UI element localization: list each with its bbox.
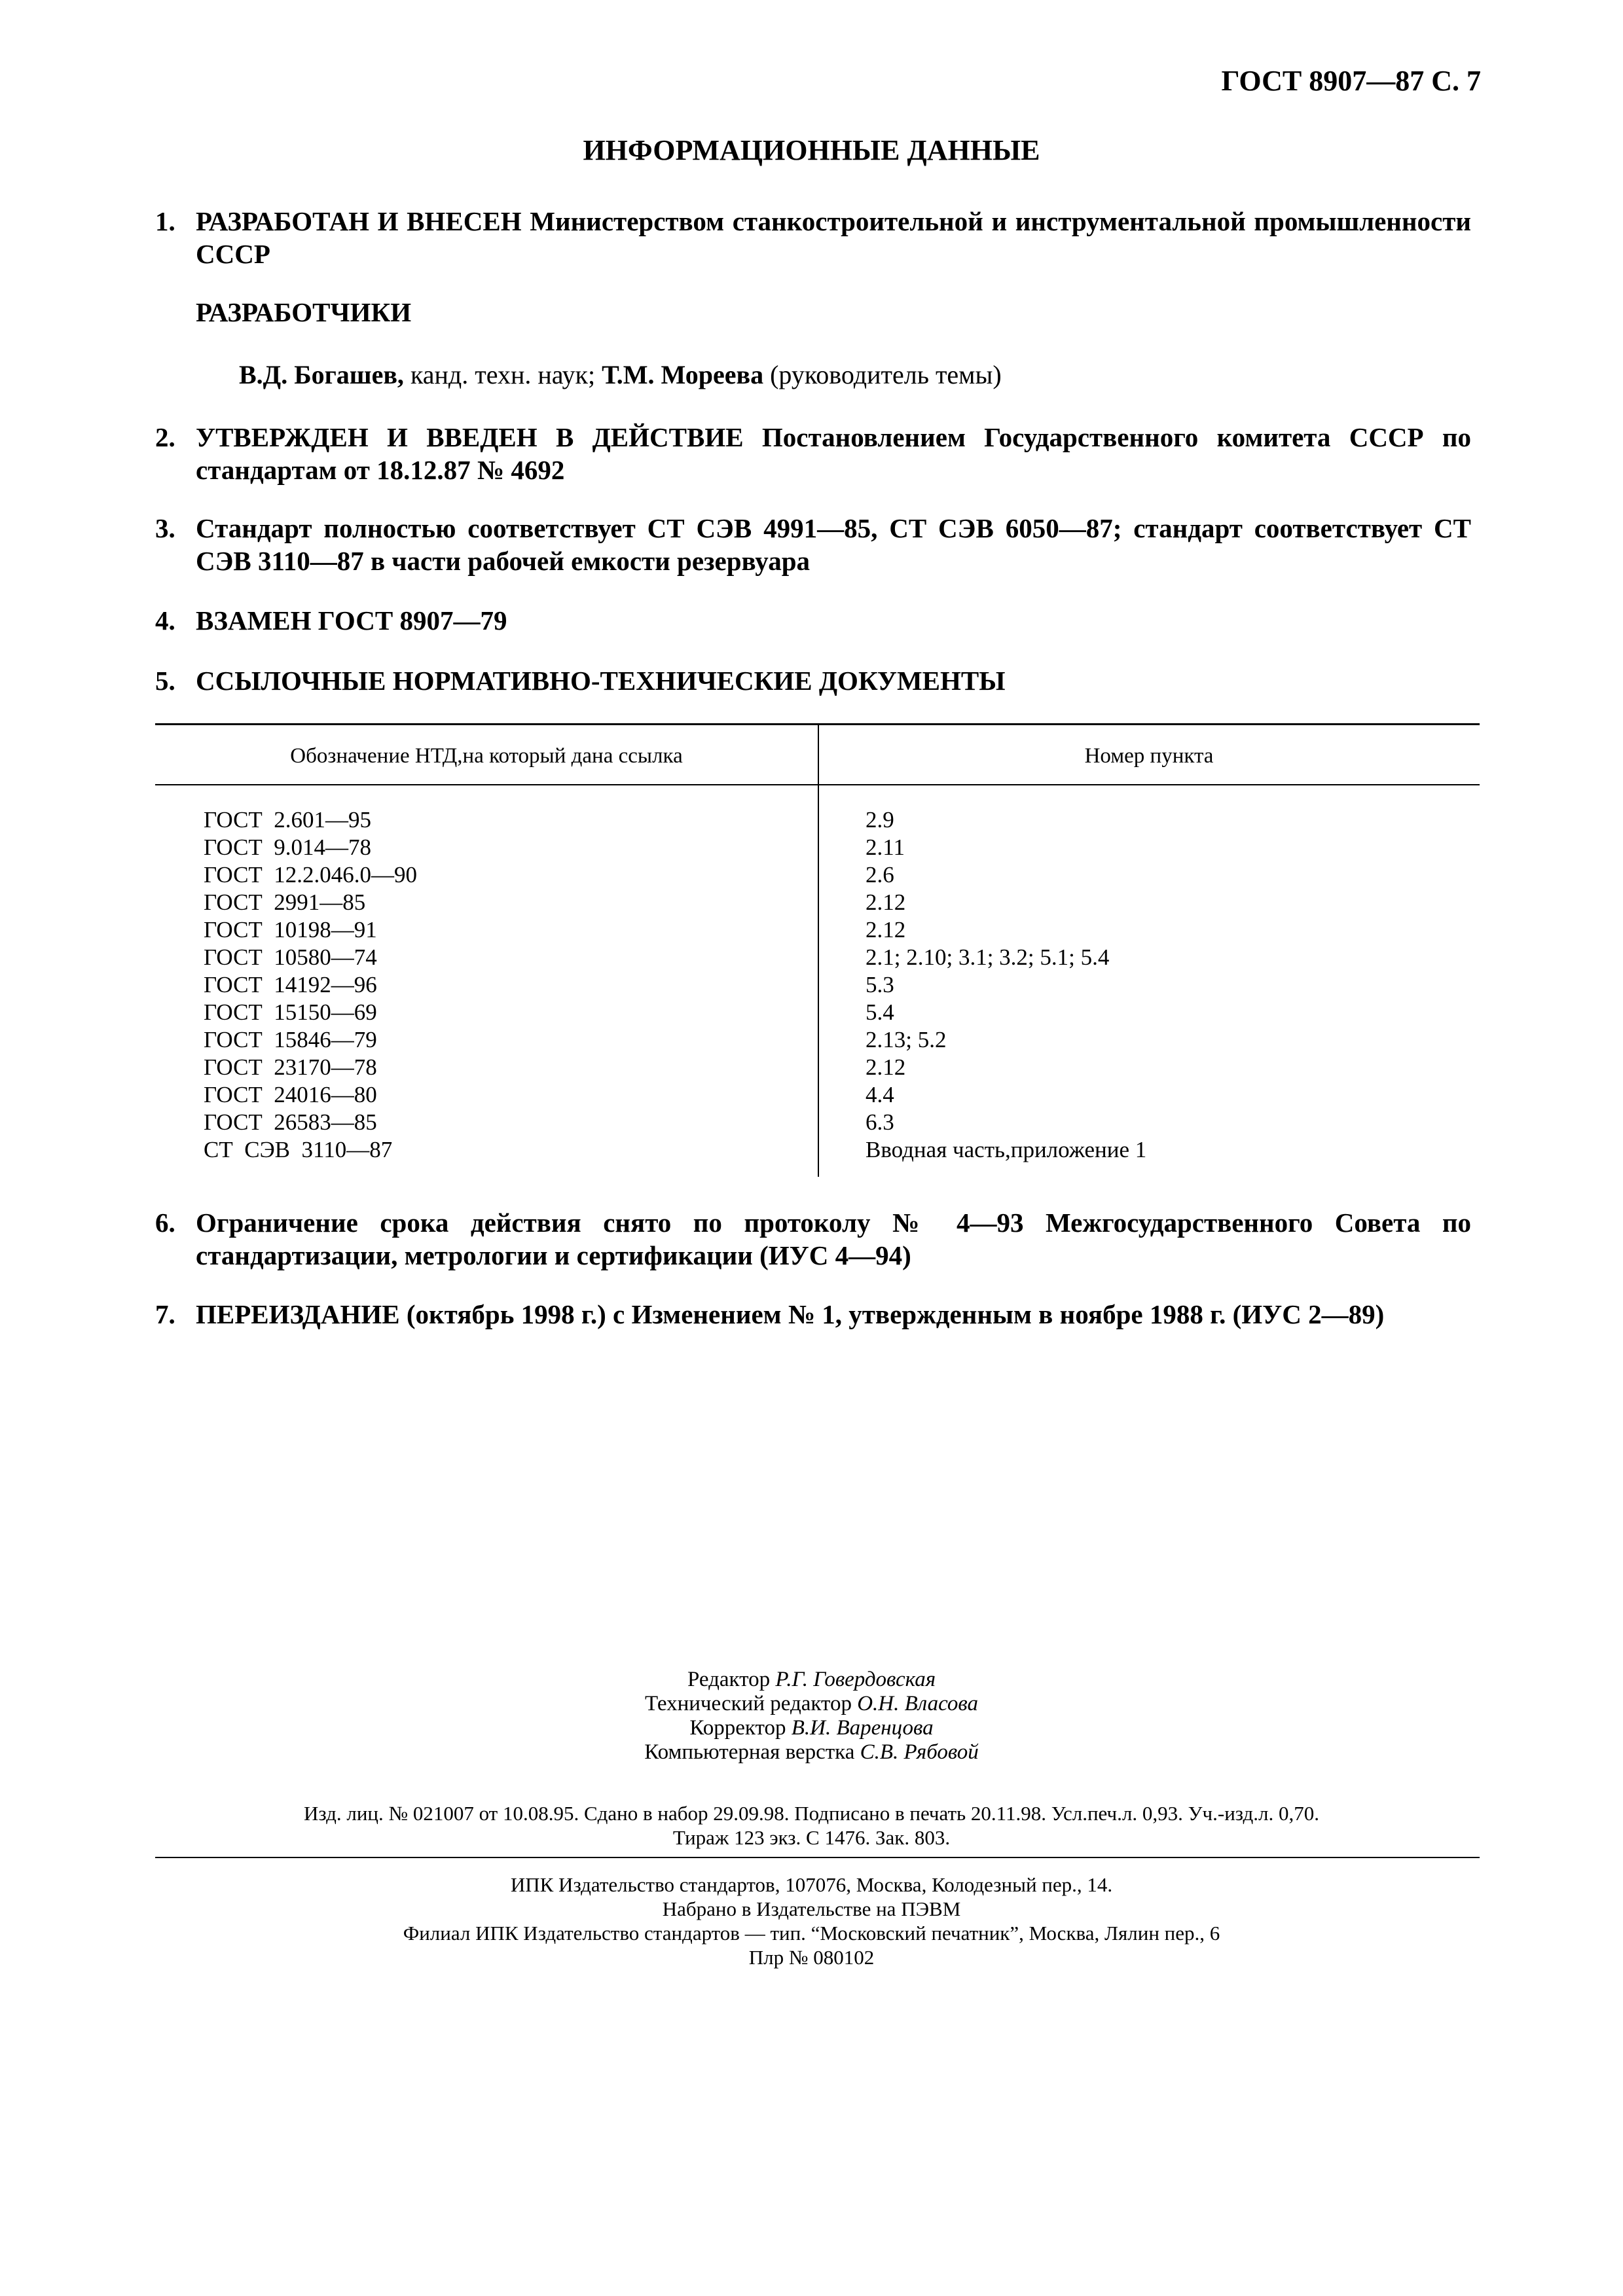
item-text: [196, 421, 1471, 486]
developers-list: [239, 359, 1002, 390]
item-7: [155, 1298, 1471, 1331]
page-title: ИНФОРМАЦИОННЫЕ ДАННЫЕ: [583, 134, 1040, 166]
item-text: ПЕРЕИЗДАНИЕ (октябрь 1998 г.) с Изменением № 1, утвержденным в ноябре 1988 г. (ИУС 2—89): [196, 1299, 1385, 1329]
imprint-line-6: Плр № 080102: [748, 1946, 875, 1969]
table-cell-designation: ГОСТ 15846—79: [204, 1027, 377, 1052]
imprint-rule: [155, 1857, 1480, 1858]
table-column-designation: [204, 806, 417, 1164]
item-lead: РАЗРАБОТАН И ВНЕСЕН: [196, 206, 522, 236]
table-cell-clause: 2.6: [866, 862, 894, 888]
item-3: [155, 512, 1471, 577]
item-text: Ограничение срока действия снято по протоколу № 4—93 Межгосударственного Совета по стандартизации, метрологии и сертификации (ИУС 4—94): [196, 1208, 1471, 1270]
table-column-divider: [818, 725, 819, 1177]
item-body: Министерством станкостроительной и инструментальной промышленности СССР: [196, 206, 1471, 269]
table-cell-clause: 6.3: [866, 1109, 894, 1135]
table-cell-designation: ГОСТ 23170—78: [204, 1054, 377, 1080]
item-lead: УТВЕРЖДЕН И ВВЕДЕН В ДЕЙСТВИЕ: [196, 422, 744, 452]
table-cell-clause: 2.1; 2.10; 3.1; 3.2; 5.1; 5.4: [866, 944, 1110, 970]
credit-editor: Редактор Р.Г. Говердовская: [687, 1668, 936, 1691]
item-4: [155, 604, 1471, 637]
table-cell-clause: 2.12: [866, 917, 906, 942]
item-5: [155, 664, 1471, 697]
table-header-clause: Номер пункта: [1084, 744, 1214, 768]
table-cell-clause: 5.4: [866, 999, 894, 1025]
credit-corrector: Корректор В.И. Варенцова: [689, 1716, 934, 1740]
developer-role: канд. техн. наук;: [410, 360, 596, 389]
imprint-line-2: Тираж 123 экз. С 1476. Зак. 803.: [672, 1826, 951, 1849]
table-cell-designation: ГОСТ 10198—91: [204, 917, 377, 942]
credit-layout: Компьютерная верстка С.В. Рябовой: [644, 1740, 979, 1764]
item-number: 6.: [155, 1208, 175, 1238]
table-cell-clause: 4.4: [866, 1082, 894, 1107]
table-cell-designation: ГОСТ 15150—69: [204, 999, 377, 1025]
developer-role: (руководитель темы): [770, 360, 1002, 389]
item-number: 4.: [155, 605, 175, 636]
table-cell-designation: ГОСТ 9.014—78: [204, 834, 372, 860]
table-cell-designation: ГОСТ 2991—85: [204, 889, 366, 915]
imprint-line-5: Филиал ИПК Издательство стандартов — тип. “Московский печатник”, Москва, Лялин пер., 6: [403, 1922, 1220, 1945]
item-text: ССЫЛОЧНЫЕ НОРМАТИВНО-ТЕХНИЧЕСКИЕ ДОКУМЕНТЫ: [196, 666, 1006, 696]
table-cell-clause: 2.12: [866, 889, 906, 915]
table-cell-designation: СТ СЭВ 3110—87: [204, 1137, 393, 1162]
table-cell-clause: 2.12: [866, 1054, 906, 1080]
item-number: 1.: [155, 206, 175, 236]
table-cell-clause: 2.11: [866, 834, 905, 860]
item-number: 2.: [155, 422, 175, 452]
table-column-clause: [866, 806, 1146, 1164]
developer-name: Т.М. Мореева: [602, 360, 764, 389]
table-cell-clause: 2.9: [866, 807, 894, 833]
developers-heading: РАЗРАБОТЧИКИ: [196, 297, 412, 327]
imprint-line-3: ИПК Издательство стандартов, 107076, Москва, Колодезный пер., 14.: [510, 1873, 1113, 1896]
item-body: Постановлением Государственного комитета СССР по стандартам от 18.12.87 № 4692: [196, 422, 1471, 485]
table-cell-designation: ГОСТ 2.601—95: [204, 807, 372, 833]
table-cell-designation: ГОСТ 14192—96: [204, 972, 377, 997]
item-number: 3.: [155, 513, 175, 543]
imprint-line-4: Набрано в Издательстве на ПЭВМ: [662, 1897, 961, 1920]
credit-tech-editor: Технический редактор О.Н. Власова: [644, 1692, 979, 1715]
item-2: [155, 421, 1471, 486]
table-cell-designation: ГОСТ 10580—74: [204, 944, 377, 970]
editorial-credits: [0, 1668, 1623, 1765]
table-cell-designation: ГОСТ 24016—80: [204, 1082, 377, 1107]
item-number: 7.: [155, 1299, 175, 1329]
table-cell-clause: 5.3: [866, 972, 894, 997]
item-text: [196, 205, 1471, 270]
developer-name: В.Д. Богашев,: [239, 360, 404, 389]
table-cell-clause: 2.13; 5.2: [866, 1027, 947, 1052]
item-text: ВЗАМЕН ГОСТ 8907—79: [196, 605, 507, 636]
page-reference: ГОСТ 8907—87 С. 7: [1221, 65, 1481, 97]
table-cell-designation: ГОСТ 12.2.046.0—90: [204, 862, 418, 888]
table-header-designation: Обозначение НТД,на который дана ссылка: [290, 744, 683, 768]
table-cell-clause: Вводная часть,приложение 1: [866, 1137, 1147, 1162]
item-1: [155, 205, 1471, 270]
item-6: [155, 1206, 1471, 1272]
item-number: 5.: [155, 666, 175, 696]
imprint-line-1: Изд. лиц. № 021007 от 10.08.95. Сдано в набор 29.09.98. Подписано в печать 20.11.98. Усл.печ.л. 0,93. Уч.-изд.л. 0,70.: [304, 1802, 1319, 1825]
item-text: Стандарт полностью соответствует СТ СЭВ 4991—85, СТ СЭВ 6050—87; стандарт соответствует СТ СЭВ 3110—87 в части рабочей емкости резервуара: [196, 513, 1471, 576]
table-cell-designation: ГОСТ 26583—85: [204, 1109, 377, 1135]
